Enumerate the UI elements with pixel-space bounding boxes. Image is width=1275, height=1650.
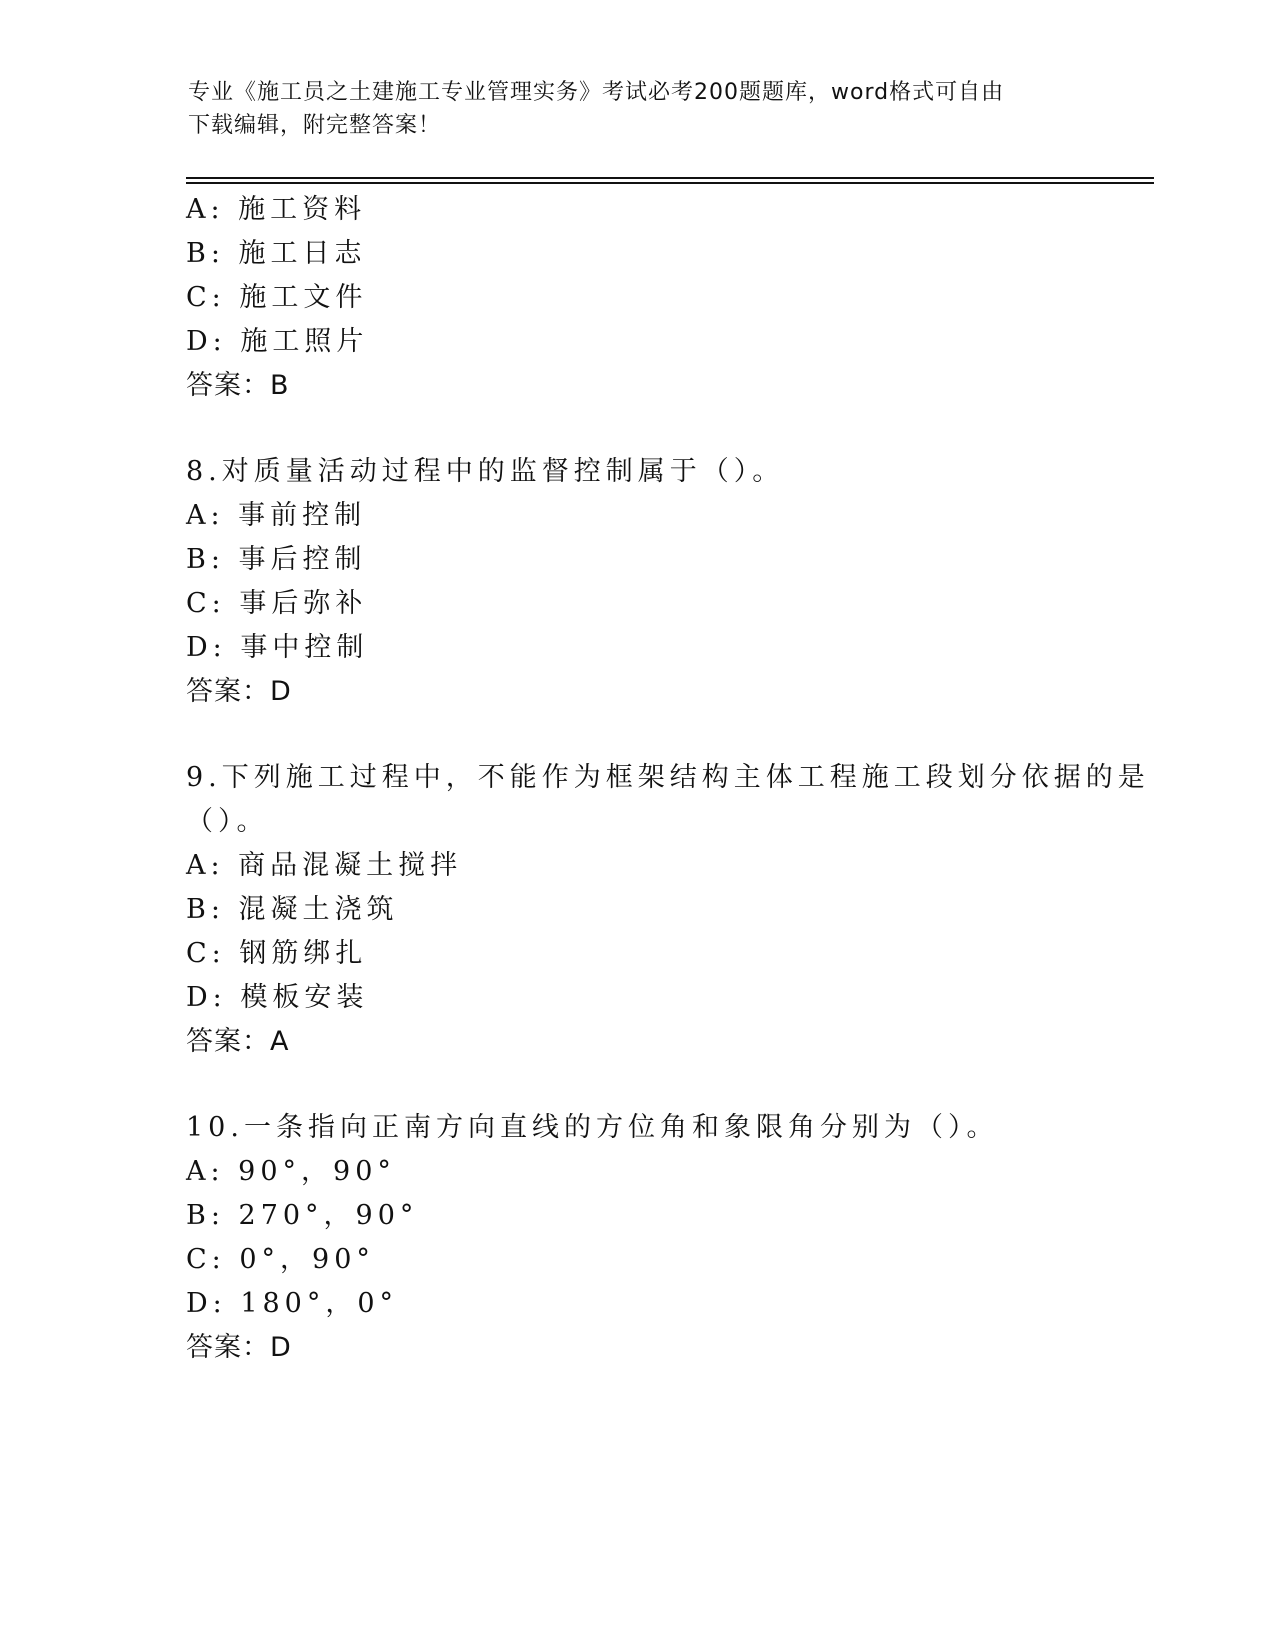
- q9-stem-line-1: 9.下列施工过程中，不能作为框架结构主体工程施工段划分依据的是: [186, 762, 1150, 793]
- q8-option-d: D: 事中控制: [186, 632, 369, 663]
- header-line-2: 下载编辑，附完整答案！: [188, 113, 442, 138]
- q7-option-b: B: 施工日志: [186, 238, 367, 269]
- document-header: [188, 76, 1088, 142]
- q8-answer: 答案：D: [186, 676, 292, 707]
- q8-option-c: C: 事后弥补: [186, 588, 368, 619]
- q8-option-b: B: 事后控制: [186, 544, 367, 575]
- q10-option-d: D: 180°，0°: [186, 1288, 399, 1319]
- q7-answer: 答案：B: [186, 370, 290, 401]
- q7-option-a: A: 施工资料: [186, 194, 367, 225]
- header-divider-bottom: [186, 182, 1154, 184]
- q8-stem: 8.对质量活动过程中的监督控制属于（）。: [186, 456, 785, 487]
- q9-option-d: D: 模板安装: [186, 982, 369, 1013]
- q9-option-a: A: 商品混凝土搅拌: [186, 850, 463, 881]
- header-divider-top: [186, 177, 1154, 179]
- q9-option-c: C: 钢筋绑扎: [186, 938, 368, 969]
- q10-option-c: C: 0°，90°: [186, 1244, 375, 1275]
- q8-option-a: A: 事前控制: [186, 500, 367, 531]
- q7-option-c: C: 施工文件: [186, 282, 368, 313]
- header-line-1: 专业《施工员之土建施工专业管理实务》考试必考200题题库，word格式可自由: [188, 80, 1005, 105]
- q9-stem-line-2: （）。: [186, 806, 269, 837]
- q9-answer: 答案：A: [186, 1026, 290, 1057]
- q10-answer: 答案：D: [186, 1332, 292, 1363]
- q10-option-b: B: 270°，90°: [186, 1200, 419, 1231]
- q10-option-a: A: 90°，90°: [186, 1156, 396, 1187]
- q7-option-d: D: 施工照片: [186, 326, 369, 357]
- q10-stem: 10.一条指向正南方向直线的方位角和象限角分别为（）。: [186, 1112, 999, 1143]
- q9-option-b: B: 混凝土浇筑: [186, 894, 399, 925]
